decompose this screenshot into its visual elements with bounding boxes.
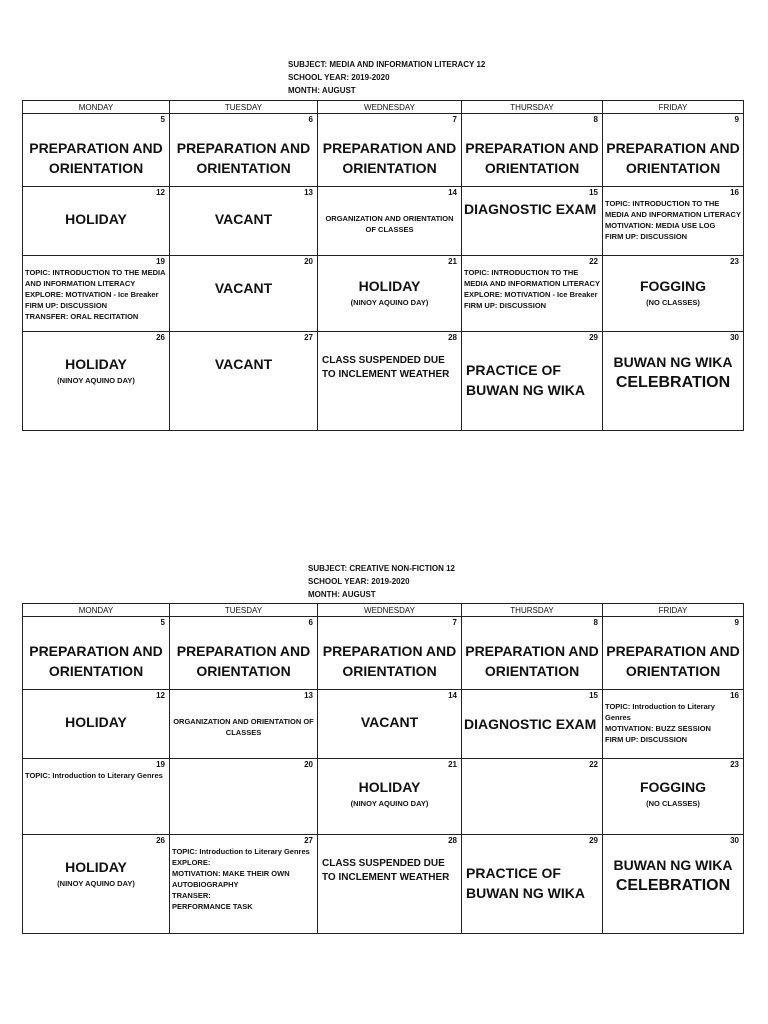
weekday-header: WEDNESDAY (318, 101, 462, 114)
day-cell (603, 187, 744, 256)
day-cell (23, 835, 170, 934)
day-cell (462, 835, 603, 934)
activity-title: BUWAN NG WIKA (613, 354, 733, 370)
day-number: 27 (304, 333, 313, 342)
day-cell (170, 690, 318, 759)
day-number: 30 (730, 836, 739, 845)
weekday-header: THURSDAY (462, 604, 603, 617)
week-row (23, 835, 744, 934)
day-number: 21 (448, 760, 457, 769)
day-number: 5 (160, 115, 165, 124)
day-content (172, 138, 315, 178)
day-cell (318, 690, 462, 759)
subject-label: SUBJECT: CREATIVE NON-FICTION 12 (308, 564, 455, 573)
day-cell (462, 690, 603, 759)
day-number: 27 (304, 836, 313, 845)
day-cell (462, 187, 603, 256)
activity-title: PREPARATION AND ORIENTATION (465, 140, 599, 176)
day-cell (170, 187, 318, 256)
day-cell (170, 617, 318, 690)
day-cell (318, 759, 462, 835)
lesson-plan-line: FIRM UP: DISCUSSION (605, 735, 688, 744)
day-number: 5 (160, 618, 165, 627)
day-number: 29 (589, 836, 598, 845)
lesson-plan-line: MOTIVATION: MEDIA USE LOG (605, 221, 716, 230)
day-number: 22 (589, 760, 598, 769)
activity-title: FOGGING (639, 779, 707, 795)
day-cell (462, 256, 603, 332)
calendar-header (288, 58, 485, 97)
activity-note: (NINOY AQUINO DAY) (57, 376, 135, 385)
day-number: 6 (308, 618, 313, 627)
day-content (605, 276, 741, 308)
day-number: 23 (730, 760, 739, 769)
activity-title: PREPARATION AND ORIENTATION (29, 643, 163, 679)
activity-title: VACANT (214, 280, 273, 296)
activity-title: PREPARATION AND ORIENTATION (322, 643, 457, 679)
day-content (322, 857, 459, 885)
day-content (464, 199, 600, 219)
activity-title: PRACTICE OF BUWAN NG WIKA (466, 362, 585, 398)
day-number: 7 (452, 115, 457, 124)
day-number: 14 (448, 188, 457, 197)
school-year-label: SCHOOL YEAR: 2019-2020 (308, 577, 410, 586)
day-content (320, 712, 459, 732)
day-content (172, 209, 315, 229)
day-content (605, 138, 741, 178)
day-content (322, 354, 459, 382)
day-cell (23, 256, 170, 332)
activity-title: HOLIDAY (358, 779, 421, 795)
day-cell (462, 114, 603, 187)
day-content (464, 714, 600, 734)
lesson-plan-line: MOTIVATION: MAKE THEIR OWN AUTOBIOGRAPHY (172, 869, 290, 889)
day-number: 8 (593, 618, 598, 627)
day-content (25, 712, 167, 732)
week-row (23, 114, 744, 187)
day-cell (318, 187, 462, 256)
day-content (466, 360, 600, 400)
calendar-table (22, 603, 744, 934)
activity-note: (NO CLASSES) (646, 799, 700, 808)
weekday-header: MONDAY (23, 101, 170, 114)
lesson-plan-line: EXPLORE: MOTIVATION - Ice Breaker (25, 290, 159, 299)
day-content (320, 213, 459, 235)
day-cell (318, 617, 462, 690)
day-content (464, 138, 600, 178)
month-label: MONTH: AUGUST (308, 590, 376, 599)
activity-title: FOGGING (639, 278, 707, 294)
lesson-plan-line: FIRM UP: DISCUSSION (605, 232, 688, 241)
day-number: 16 (730, 188, 739, 197)
activity-title: PREPARATION AND ORIENTATION (606, 643, 740, 679)
day-content (605, 855, 741, 897)
lesson-plan-line: TOPIC: INTRODUCTION TO THE MEDIA AND INFORMATION LITERACY (25, 268, 166, 288)
activity-title: PREPARATION AND ORIENTATION (176, 140, 311, 176)
lesson-plan-line: TOPIC: Introduction to Literary Genres (172, 847, 310, 856)
activity-note: (NO CLASSES) (646, 298, 700, 307)
activity-title: PREPARATION AND ORIENTATION (606, 140, 740, 176)
day-content (605, 777, 741, 809)
day-content (464, 641, 600, 681)
day-content (605, 701, 741, 745)
activity-text: ORGANIZATION AND ORIENTATION OF CLASSES (325, 214, 454, 234)
activity-title: PREPARATION AND ORIENTATION (465, 643, 599, 679)
day-cell (23, 332, 170, 431)
day-content (172, 641, 315, 681)
day-cell (603, 690, 744, 759)
day-cell (170, 332, 318, 431)
lesson-plan-line: TOPIC: Introduction to Literary Genres (25, 771, 163, 780)
week-row (23, 617, 744, 690)
lesson-plan-line: TRANSER: (172, 891, 211, 900)
day-number: 16 (730, 691, 739, 700)
activity-title: HOLIDAY (358, 278, 421, 294)
day-content (464, 267, 600, 311)
activity-title: DIAGNOSTIC EXAM (464, 201, 597, 217)
day-cell (318, 332, 462, 431)
lesson-plan-line: FIRM UP: DISCUSSION (25, 301, 108, 310)
lesson-plan-line: EXPLORE: MOTIVATION - Ice Breaker (464, 290, 598, 299)
day-number: 13 (304, 188, 313, 197)
activity-title: PREPARATION AND ORIENTATION (176, 643, 311, 679)
activity-title: PREPARATION AND ORIENTATION (322, 140, 457, 176)
day-cell (318, 114, 462, 187)
activity-title: VACANT (214, 211, 273, 227)
calendar-table (22, 100, 744, 431)
day-content (605, 352, 741, 394)
activity-title: DIAGNOSTIC EXAM (464, 716, 597, 732)
day-number: 8 (593, 115, 598, 124)
day-cell (603, 256, 744, 332)
activity-title: HOLIDAY (65, 714, 127, 730)
day-cell (23, 187, 170, 256)
subject-label: SUBJECT: MEDIA AND INFORMATION LITERACY 12 (288, 60, 486, 69)
activity-title-line2: CELEBRATION (615, 374, 731, 391)
day-content (320, 641, 459, 681)
day-content (25, 641, 167, 681)
lesson-plan-line: TOPIC: INTRODUCTION TO THE MEDIA AND INFORMATION LITERACY (464, 268, 600, 288)
lesson-plan-line: EXPLORE: (172, 858, 211, 867)
activity-text: ORGANIZATION AND ORIENTATION OF CLASSES (173, 717, 314, 737)
day-number: 6 (308, 115, 313, 124)
lesson-plan-line: FIRM UP: DISCUSSION (464, 301, 547, 310)
day-number: 13 (304, 691, 313, 700)
activity-title: BUWAN NG WIKA (613, 857, 733, 873)
activity-title: HOLIDAY (65, 211, 127, 227)
day-cell (170, 114, 318, 187)
lesson-plan-line: TRANSFER: ORAL RECITATION (25, 312, 139, 321)
day-number: 19 (156, 760, 165, 769)
day-cell (603, 759, 744, 835)
day-number: 28 (448, 333, 457, 342)
day-cell (23, 759, 170, 835)
activity-title: PRACTICE OF BUWAN NG WIKA (466, 865, 585, 901)
day-cell (603, 835, 744, 934)
day-number: 26 (156, 836, 165, 845)
day-cell (603, 332, 744, 431)
day-number: 20 (304, 760, 313, 769)
day-cell (170, 759, 318, 835)
lesson-plan-line: MOTIVATION: BUZZ SESSION (605, 724, 711, 733)
day-content (605, 641, 741, 681)
activity-title: HOLIDAY (65, 859, 127, 875)
activity-title: VACANT (360, 714, 419, 730)
day-number: 22 (589, 257, 598, 266)
day-number: 30 (730, 333, 739, 342)
day-number: 23 (730, 257, 739, 266)
day-content (25, 267, 167, 322)
activity-title-line2: CELEBRATION (615, 877, 731, 894)
weekday-header: WEDNESDAY (318, 604, 462, 617)
activity-title: HOLIDAY (65, 356, 127, 372)
day-number: 28 (448, 836, 457, 845)
lesson-plan-line: TOPIC: Introduction to Literary Genres (605, 702, 715, 722)
day-number: 29 (589, 333, 598, 342)
week-row (23, 332, 744, 431)
day-content (172, 278, 315, 298)
day-number: 21 (448, 257, 457, 266)
school-year-label: SCHOOL YEAR: 2019-2020 (288, 73, 390, 82)
day-content (172, 716, 315, 738)
day-content (25, 354, 167, 386)
day-number: 7 (452, 618, 457, 627)
week-row (23, 256, 744, 332)
day-cell (23, 690, 170, 759)
day-cell (462, 332, 603, 431)
weekday-header: FRIDAY (603, 101, 744, 114)
day-content (320, 777, 459, 809)
day-number: 12 (156, 691, 165, 700)
calendar-header (308, 562, 455, 601)
day-content (320, 276, 459, 308)
day-cell (170, 256, 318, 332)
day-content (466, 863, 600, 903)
day-cell (170, 835, 318, 934)
month-label: MONTH: AUGUST (288, 86, 356, 95)
day-number: 20 (304, 257, 313, 266)
weekday-header: MONDAY (23, 604, 170, 617)
day-content (25, 770, 167, 781)
day-cell (318, 256, 462, 332)
day-cell (603, 114, 744, 187)
activity-title: PREPARATION AND ORIENTATION (29, 140, 163, 176)
day-number: 26 (156, 333, 165, 342)
activity-note: (NINOY AQUINO DAY) (350, 799, 429, 808)
day-cell (462, 617, 603, 690)
day-content (25, 857, 167, 889)
day-content (320, 138, 459, 178)
day-content (172, 354, 315, 374)
day-cell (23, 114, 170, 187)
day-cell (318, 835, 462, 934)
week-row (23, 690, 744, 759)
activity-note: (NINOY AQUINO DAY) (350, 298, 429, 307)
activity-text: CLASS SUSPENDED DUE TO INCLEMENT WEATHER (322, 355, 450, 380)
day-number: 9 (734, 115, 739, 124)
day-content (172, 846, 315, 912)
weekday-header: THURSDAY (462, 101, 603, 114)
day-number: 19 (156, 257, 165, 266)
day-number: 12 (156, 188, 165, 197)
day-content (25, 209, 167, 229)
day-number: 14 (448, 691, 457, 700)
day-number: 15 (589, 188, 598, 197)
day-number: 9 (734, 618, 739, 627)
weekday-header: FRIDAY (603, 604, 744, 617)
week-row (23, 759, 744, 835)
activity-title: VACANT (214, 356, 273, 372)
day-number: 15 (589, 691, 598, 700)
weekday-header: TUESDAY (170, 101, 318, 114)
day-cell (23, 617, 170, 690)
activity-note: (NINOY AQUINO DAY) (57, 879, 135, 888)
day-cell (603, 617, 744, 690)
day-content (25, 138, 167, 178)
week-row (23, 187, 744, 256)
activity-text: CLASS SUSPENDED DUE TO INCLEMENT WEATHER (322, 858, 450, 883)
weekday-header: TUESDAY (170, 604, 318, 617)
lesson-plan-line: TOPIC: INTRODUCTION TO THE MEDIA AND INFORMATION LITERACY (605, 199, 741, 219)
day-content (605, 198, 741, 242)
lesson-plan-line: PERFORMANCE TASK (172, 902, 253, 911)
day-cell (462, 759, 603, 835)
